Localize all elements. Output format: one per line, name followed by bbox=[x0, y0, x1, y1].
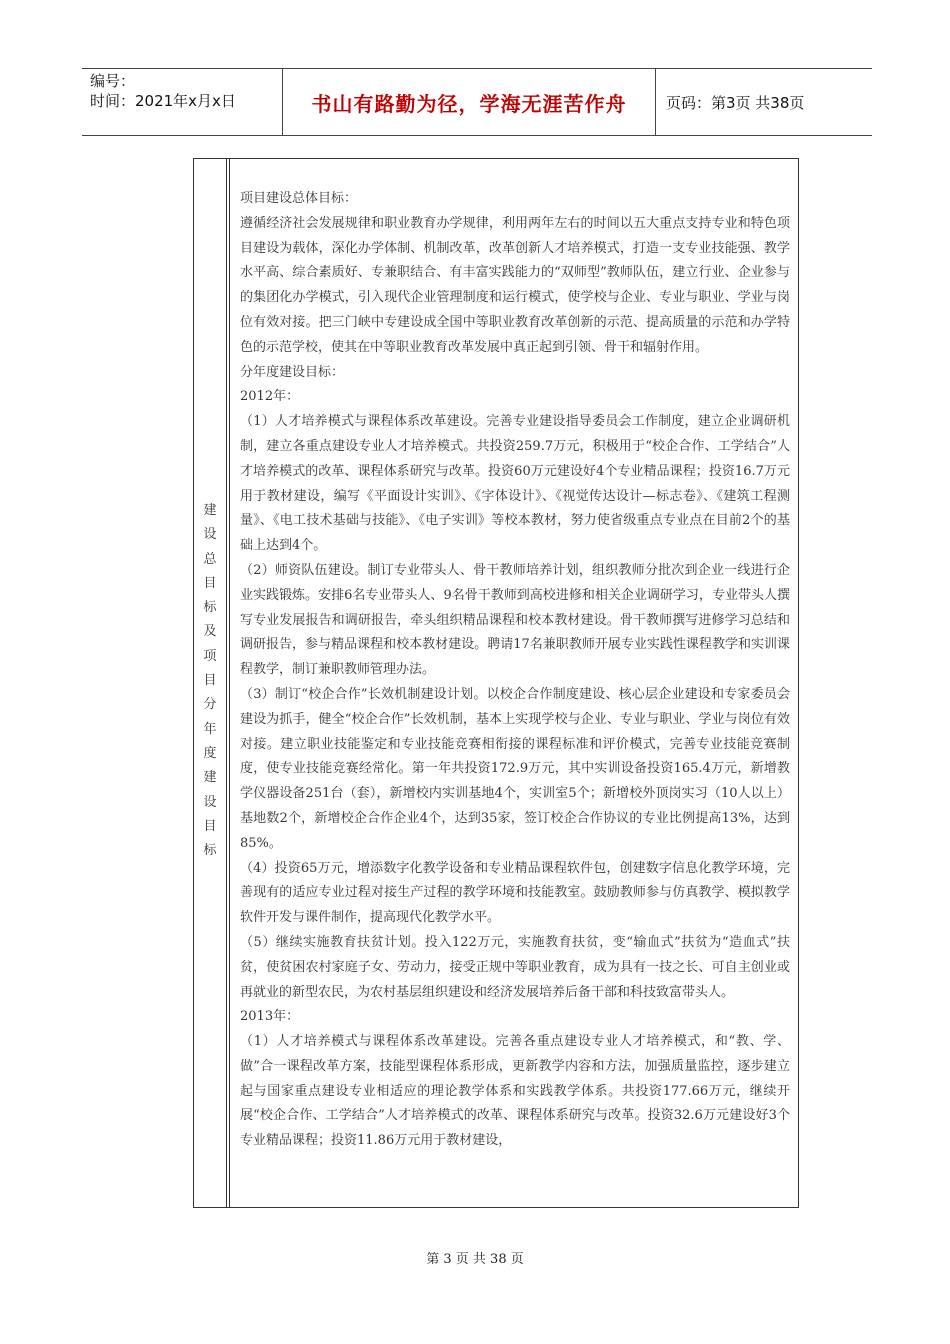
time-label: 时间：2021年x月x日 bbox=[90, 92, 236, 110]
header-left-cell bbox=[82, 69, 282, 135]
content-paragraph: （4）投资65万元，增添数字化教学设备和专业精品课程软件包，创建数字信息化教学环境，完善现有的适应专业过程对接生产过程的教学环境和技能教室。鼓励教师参与仿真教学、模拟教学软件开发与课件制作，提高现代化教学水平。 bbox=[240, 860, 790, 926]
side-label-char: 目 bbox=[203, 673, 217, 689]
page-header bbox=[82, 68, 872, 136]
side-label bbox=[194, 499, 226, 863]
content-paragraph: 分年度建设目标： bbox=[240, 364, 345, 380]
content-paragraph: （2）师资队伍建设。制订专业带头人、骨干教师培养计划，组织教师分批次到企业一线进行企业实践锻炼。安排6名专业带头人、9名骨干教师到高校进修和相关企业调研学习，专业带头人撰写专业发展报告和调研报告，牵头组织精品课程和校本教材建设。骨干教师撰写进修学习总结和调研报告，参与精品课程和校本教材建设。聘请17名兼职教师开展专业实践性课程教学和实训课程教学，制订兼职教师管理办法。 bbox=[240, 562, 790, 678]
content-paragraph: 2013年： bbox=[240, 1009, 300, 1025]
side-label-char: 建 bbox=[203, 770, 217, 786]
content-paragraph: 遵循经济社会发展规律和职业教育办学规律，利用两年左右的时间以五大重点支持专业和特色项目建设为载体，深化办学体制、机制改革，改革创新人才培养模式，打造一支专业技能强、教学水平高、综合素质好、专兼职结合、有丰富实践能力的“双师型”教师队伍，建立行业、企业参与的集团化办学模式，引入现代企业管理制度和运行模式，使学校与企业、专业与职业、学业与岗位有效对接。把三门峡中专建设成全国中等职业教育改革创新的示范、提高质量的示范和办学特色的示范学校，使其在中等职业教育改革发展中真正起到引领、骨干和辐射作用。 bbox=[240, 215, 790, 355]
side-label-char: 目 bbox=[203, 575, 217, 591]
side-label-char: 年 bbox=[203, 721, 217, 737]
header-motto: 书山有路勤为径，学海无涯苦作舟 bbox=[282, 69, 656, 135]
content-paragraph: 2012年： bbox=[240, 389, 300, 405]
content-paragraph: （1）人才培养模式与课程体系改革建设。完善专业建设指导委员会工作制度，建立企业调研机制，建立各重点建设专业人才培养模式。共投资259.7万元，积极用于“校企合作、工学结合”人才培养模式的改革、课程体系研究与改革。投资60万元建设好4个专业精品课程；投资16.7万元用于教材建设，编写《平面设计实训》、《字体设计》、《视觉传达设计—标志卷》、《建筑工程测量》、《电工技术基础与技能》、《电子实训》等校本教材，努力使省级重点专业点在目前2个的基础上达到4个。 bbox=[240, 414, 790, 554]
side-label-char: 标 bbox=[203, 600, 217, 616]
side-label-char: 设 bbox=[203, 794, 217, 810]
side-label-char: 及 bbox=[203, 624, 217, 640]
side-label-char: 建 bbox=[203, 503, 217, 518]
content-table bbox=[193, 158, 799, 1208]
page-footer: 第 3 页 共 38 页 bbox=[426, 1252, 524, 1267]
content-paragraph: （1）人才培养模式与课程体系改革建设。完善各重点建设专业人才培养模式，和“教、学、做”合一课程改革方案，技能型课程体系形成，更新教学内容和方法，加强质量监控，逐步建立起与国家重点建设专业相适应的理论教学体系和实践教学体系。共投资177.66万元，继续开展“校企合作、工学结合”人才培养模式的改革、课程体系研究与改革。投资32.6万元建设好3个专业精品课程；投资11.86万元用于教材建设， bbox=[240, 1034, 790, 1149]
content-paragraph: （5）继续实施教育扶贫计划。投入122万元，实施教育扶贫，变“输血式”扶贫为“造血式”扶贫，使贫困农村家庭子女、劳动力，接受正规中等职业教育，成为具有一技之长、可自主创业或再就业的新型农民，为农村基层组织建设和经济发展培养后备干部和科技致富带头人。 bbox=[240, 934, 790, 1000]
side-label-char: 度 bbox=[203, 745, 217, 761]
side-label-cell bbox=[194, 159, 230, 1207]
content-paragraph: 项目建设总体目标： bbox=[240, 191, 358, 206]
side-label-char: 分 bbox=[203, 697, 217, 713]
content-cell bbox=[230, 159, 798, 1207]
side-label-char: 标 bbox=[203, 843, 217, 859]
content-paragraph: （3）制订“校企合作”长效机制建设计划。以校企合作制度建设、核心层企业建设和专家委员会建设为抓手，健全“校企合作”长效机制，基本上实现学校与企业、专业与职业、学业与岗位有效对接。建立职业技能鉴定和专业技能竞赛相衔接的课程标准和评价模式，完善专业技能竞赛制度，使专业技能竞赛经常化。第一年共投资172.9万元，其中实训设备投资165.4万元，新增教学仪器设备251台（套），新增校内实训基地4个，实训室5个；新增校外顶岗实习（10人以上）基地数2个，新增校企合作企业4个，达到35家，签订校企合作协议的专业比例提高13%，达到85%。 bbox=[240, 686, 790, 851]
side-label-char: 设 bbox=[203, 527, 217, 543]
side-label-char: 目 bbox=[203, 818, 217, 834]
header-page-info: 页码：第3页 共38页 bbox=[666, 93, 805, 112]
side-label-char: 项 bbox=[203, 648, 217, 664]
number-label: 编号： bbox=[90, 72, 136, 90]
side-label-char: 总 bbox=[203, 551, 217, 567]
